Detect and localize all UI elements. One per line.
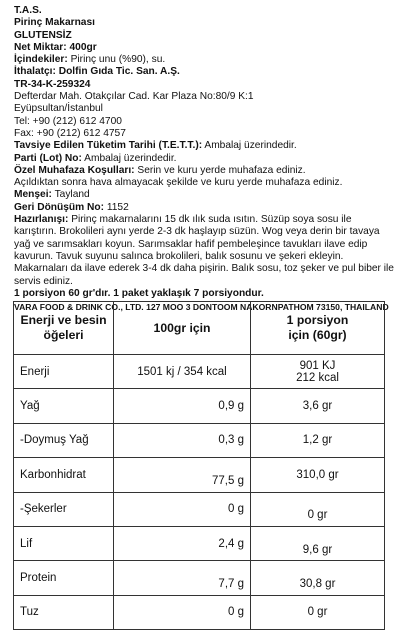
net-amount-value: 400gr [66, 41, 97, 53]
net-amount-line [14, 42, 394, 54]
nutrient-per-portion: 901 KJ 212 kcal [251, 355, 385, 389]
storage-label: Özel Muhafaza Koşulları: [14, 164, 135, 176]
nutrient-per-portion: 3,6 gr [251, 389, 385, 423]
ingredients-line [14, 54, 394, 66]
preparation-paragraph [14, 214, 394, 288]
nutrition-row-energy [14, 355, 385, 389]
nutrient-per-100g: 0 g [114, 492, 251, 526]
portion-note: 1 porsiyon 60 gr'dır. 1 paket yaklaşık 7 porsiyondur. [14, 287, 264, 299]
ingredients-label: İçindekiler: [14, 54, 68, 66]
per-100g-column-header: 100gr için [114, 302, 251, 355]
nutrition-row-carbohydrate [14, 458, 385, 492]
nutrition-row-fat [14, 389, 385, 423]
product-name: Pirinç Makarnası [14, 17, 95, 29]
importer-value: Dolfin Gıda Tic. San. A.Ş. [55, 66, 180, 78]
recycle-line [14, 202, 394, 214]
importer-line [14, 66, 394, 78]
storage-value: Serin ve kuru yerde muhafaza ediniz. [134, 164, 306, 176]
nutrient-per-portion: 30,8 gr [251, 561, 385, 595]
nutrient-name: Tuz [14, 595, 114, 629]
per-portion-column-header: 1 porsiyon için (60gr) [251, 302, 385, 355]
nutrient-per-portion: 310,0 gr [251, 458, 385, 492]
storage-line [14, 165, 394, 177]
importer-address-2: Eyüpsultan/İstanbul [14, 103, 103, 115]
nutrient-name: Enerji [14, 355, 114, 389]
nutrient-name: Protein [14, 561, 114, 595]
brand-name: T.A.S. [14, 5, 42, 16]
nutrient-per-100g: 0 g [114, 595, 251, 629]
importer-code: TR-34-K-259324 [14, 78, 91, 90]
nutrient-per-portion: 0 gr [251, 595, 385, 629]
manufacturer-address: VARA FOOD & DRINK CO., LTD. 127 MOO 3 DONTOOM NAKORNPATHOM 73150, THAILAND [14, 302, 389, 313]
lot-label: Parti (Lot) No: [14, 152, 82, 164]
storage-after-opening: Açıldıktan sonra hava almayacak şekilde ve kuru yerde muhafaza ediniz. [14, 177, 343, 189]
lot-line [14, 153, 394, 165]
nutrient-per-portion: 9,6 gr [251, 526, 385, 560]
origin-label: Menşei: [14, 189, 52, 201]
nutrient-per-100g: 77,5 g [114, 458, 251, 492]
nutrition-row-salt [14, 595, 385, 629]
nutrition-row-saturated-fat [14, 423, 385, 457]
nutrient-per-portion: 1,2 gr [251, 423, 385, 457]
nutrient-column-header: Enerji ve besin öğeleri [14, 302, 114, 355]
nutrient-name: Lif [14, 526, 114, 560]
ingredients-value: Pirinç unu (%90), su. [67, 54, 166, 66]
preparation-text: Pirinç makarnalarını 15 dk ılık suda ısıtın. Süzüp soya sosu ile karıştırın. Brokolileri aynı yerde 2-3 dk haşlayıp süzün. Wog veya derin bir tavaya yağ ve sarımsakları koyun. Sarımsaklar hafif pembeleşince tavukları ilave edip kavurun. Tavuk suyunu salınca brokolileri, balık sosunu ve şekeri ekleyin. Makarnaları da ilave ederek 3-4 dk daha pişirin. Balık sosu, toz şeker ve pul biber ile servis ediniz. [14, 214, 394, 287]
nutrition-row-sugars [14, 492, 385, 526]
importer-label: İthalatçı: [14, 66, 56, 78]
recycle-label: Geri Dönüşüm No: [14, 201, 104, 213]
nutrient-per-100g: 7,7 g [114, 561, 251, 595]
nutrition-row-protein [14, 561, 385, 595]
gluten-free-label: GLUTENSİZ [14, 29, 72, 41]
recycle-value: 1152 [104, 201, 129, 213]
nutrient-name: Yağ [14, 389, 114, 423]
best-before-label: Tavsiye Edilen Tüketim Tarihi (T.E.T.T.): [14, 140, 203, 152]
nutrient-name: Karbonhidrat [14, 458, 114, 492]
nutrition-table [13, 301, 385, 630]
nutrient-per-100g: 1501 kj / 354 kcal [114, 355, 251, 389]
preparation-label: Hazırlanışı: [14, 214, 69, 226]
lot-value: Ambalaj üzerindedir. [81, 152, 177, 164]
nutrition-row-fiber [14, 526, 385, 560]
nutrient-name: -Doymuş Yağ [14, 423, 114, 457]
net-amount-label: Net Miktar: [14, 41, 67, 53]
best-before-line [14, 140, 394, 152]
best-before-value: Ambalaj üzerindedir. [202, 140, 297, 152]
label-document [14, 5, 394, 313]
origin-value: Tayland [51, 189, 90, 201]
nutrient-per-100g: 0,3 g [114, 423, 251, 457]
nutrition-header-row [14, 302, 385, 355]
importer-tel: Tel: +90 (212) 612 4700 [14, 115, 122, 127]
nutrient-per-100g: 0,9 g [114, 389, 251, 423]
importer-address-1: Defterdar Mah. Otakçılar Cad. Kar Plaza No:80/9 K:1 [14, 91, 254, 103]
origin-line [14, 189, 394, 201]
importer-fax: Fax: +90 (212) 612 4757 [14, 127, 126, 139]
nutrient-per-portion: 0 gr [251, 492, 385, 526]
nutrient-per-100g: 2,4 g [114, 526, 251, 560]
nutrient-name: -Şekerler [14, 492, 114, 526]
